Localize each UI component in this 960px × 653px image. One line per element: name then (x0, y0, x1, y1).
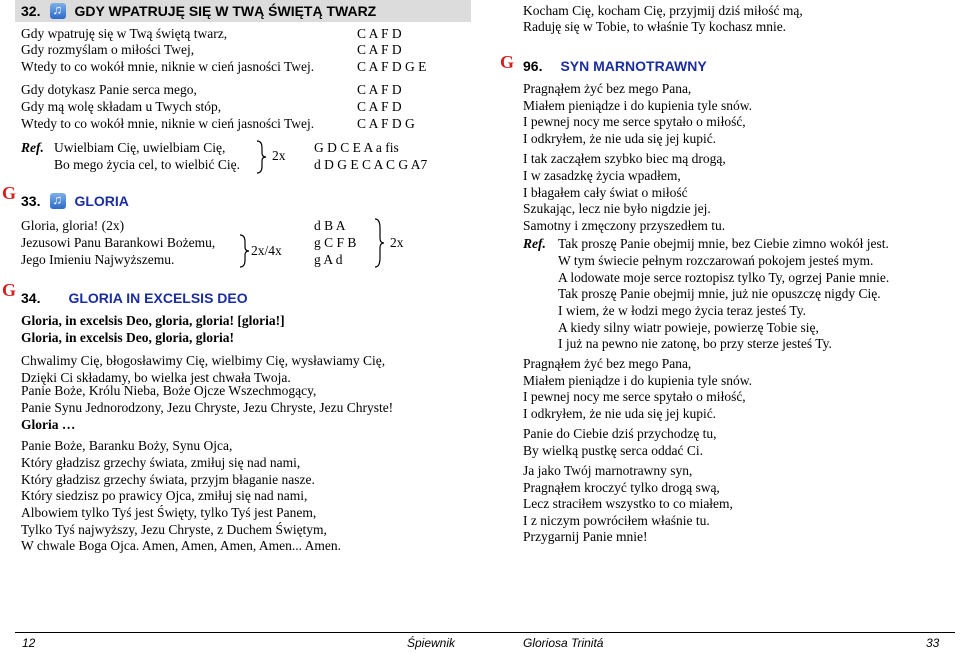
lyric-line: W tym świecie pełnym rozczarowań pokojem jesteś mym. (558, 253, 874, 268)
lyric-line: Ja jako Twój marnotrawny syn, (523, 463, 693, 478)
gloria-g-icon: G (500, 52, 515, 72)
refrain-label: Ref. (523, 236, 546, 251)
chord-line: C A F D (357, 82, 402, 97)
lyric-line: I błagałem cały świat o miłość (523, 185, 688, 200)
lyric-line: I tak zacząłem szybko biec mą drogą, (523, 151, 726, 166)
song-title: GLORIA IN EXCELSIS DEO (68, 290, 248, 306)
song-number: 34. (21, 290, 41, 306)
chord-line: C A F D G E (357, 59, 427, 74)
song-96-header (523, 55, 707, 77)
lyric-line: Gdy mą wolę składam u Twych stóp, (21, 99, 222, 114)
lyric-line: Wtedy to co wokół mnie, niknie w cień jasności Twej. (21, 116, 315, 131)
chord-line: C A F D (357, 26, 402, 41)
lyric-line: Tak proszę Panie obejmij mnie, bez Ciebie zimno wokół jest. (558, 236, 889, 251)
lyric-line: Panie do Ciebie dziś przychodzę tu, (523, 426, 717, 441)
lyric-line: Bo mego życia cel, to wielbić Cię. (54, 157, 240, 172)
book-author: Gloriosa Trinitá (523, 636, 604, 650)
song-33-header (21, 190, 129, 212)
book-title: Śpiewnik (407, 636, 456, 650)
song-number: 32. (21, 3, 41, 19)
refrain-line: Gloria, in excelsis Deo, gloria, gloria! [gloria!] (21, 313, 285, 328)
repeat-count: 2x/4x (251, 243, 282, 258)
lyric-line: Lecz straciłem wszystko to co miałem, (523, 496, 733, 511)
song-title: SYN MARNOTRAWNY (560, 58, 707, 74)
lyric-line: Gdy dotykasz Panie serca mego, (21, 82, 197, 97)
lyric-line: By wielką pustkę serca oddać Ci. (523, 443, 703, 458)
repeat-brace (256, 140, 268, 174)
lyric-line: I z niczym powróciłem właśnie tu. (523, 513, 710, 528)
chord-line: d D G E C A C G A7 (314, 157, 428, 172)
page-number-left: 12 (22, 636, 36, 650)
lyric-line: Samotny i zmęczony przyszedłem tu. (523, 218, 726, 233)
chord-line: C A F D (357, 42, 402, 57)
footer-rule (15, 632, 955, 633)
lyric-line: Uwielbiam Cię, uwielbiam Cię, (54, 140, 226, 155)
lyric-line: Albowiem tylko Tyś jest Święty, tylko Tyś jest Panem, (21, 505, 317, 520)
lyric-line: Gdy wpatruję się w Twą świętą twarz, (21, 26, 228, 41)
refrain-line: Gloria, in excelsis Deo, gloria, gloria! (21, 330, 234, 345)
lyric-line: I wiem, że w łodzi mego życia teraz jesteś Ty. (558, 303, 806, 318)
song-title: GLORIA (74, 193, 129, 209)
song-number: 96. (523, 58, 543, 74)
song-32-header (15, 0, 471, 22)
lyric-line: Chwalimy Cię, błogosławimy Cię, wielbimy Cię, wysławiamy Cię, (21, 353, 386, 368)
lyric-line: Wtedy to co wokół mnie, niknie w cień jasności Twej. (21, 59, 315, 74)
lyric-line: I odkryłem, że nie uda się jej kupić. (523, 406, 717, 421)
lyric-line: I pewnej nocy me serce spytało o miłość, (523, 114, 746, 129)
lyric-line: Raduję się w Tobie, to właśnie Ty kochasz mnie. (523, 19, 787, 34)
chord-line: C A F D G (357, 116, 415, 131)
chord-line: g A d (314, 252, 343, 267)
refrain-reference: Gloria … (21, 417, 76, 432)
chord-line: C A F D (357, 99, 402, 114)
gloria-g-icon: G (2, 280, 17, 300)
lyric-line: Tylko Tyś najwyższy, Jezu Chryste, z Duchem Świętym, (21, 522, 327, 537)
lyric-line: Miałem pieniądze i do kupienia tyle snów. (523, 98, 752, 113)
lyric-line: Jezusowi Panu Barankowi Bożemu, (21, 235, 216, 250)
lyric-line: Pragnąłem żyć bez mego Pana, (523, 356, 692, 371)
lyric-line: Panie Synu Jednorodzony, Jezu Chryste, Jezu Chryste, Jezu Chryste! (21, 400, 394, 415)
lyric-line: Panie Boże, Królu Nieba, Boże Ojcze Wszechmogący, (21, 383, 317, 398)
lyric-line: I odkryłem, że nie uda się jej kupić. (523, 131, 717, 146)
music-note-icon (50, 3, 66, 19)
lyric-line: Dzięki Ci składamy, bo wielka jest chwała Twoja. (21, 370, 291, 385)
song-title: GDY WPATRUJĘ SIĘ W TWĄ ŚWIĘTĄ TWARZ (74, 3, 377, 19)
page-number-right: 33 (926, 636, 940, 650)
refrain-label: Ref. (21, 140, 44, 155)
lyric-line: I pewnej nocy me serce spytało o miłość, (523, 389, 746, 404)
lyric-line: Szukając, lecz nie było nigdzie jej. (523, 201, 711, 216)
song-34-header (21, 287, 248, 309)
lyric-line: Tak proszę Panie obejmij mnie, już nie opuszczę nigdy Cię. (558, 286, 881, 301)
repeat-count: 2x (390, 235, 404, 250)
lyric-line: Który gładzisz grzechy świata, przyjm błaganie nasze. (21, 472, 315, 487)
music-note-icon (50, 193, 66, 209)
chord-line: G D C E A a fis (314, 140, 399, 155)
lyric-line: Gdy rozmyślam o miłości Twej, (21, 42, 195, 57)
lyric-line: Gloria, gloria! (2x) (21, 218, 125, 233)
gloria-g-icon: G (2, 183, 17, 203)
lyric-line: I w zasadzkę życia wpadłem, (523, 168, 681, 183)
repeat-brace (374, 218, 386, 268)
repeat-count: 2x (272, 148, 286, 163)
lyric-line: W chwale Boga Ojca. Amen, Amen, Amen, Amen... Amen. (21, 538, 341, 553)
lyric-line: Który siedzisz po prawicy Ojca, zmiłuj się nad nami, (21, 488, 308, 503)
chord-line: g C F B (314, 235, 357, 250)
lyric-line: Kocham Cię, kocham Cię, przyjmij dziś miłość mą, (523, 3, 803, 18)
chord-line: d B A (314, 218, 346, 233)
song-number: 33. (21, 193, 41, 209)
lyric-line: A lodowate moje serce roztopisz tylko Ty, ogrzej Panie mnie. (558, 270, 890, 285)
lyric-line: Jego Imieniu Najwyższemu. (21, 252, 175, 267)
lyric-line: Przygarnij Panie mnie! (523, 529, 648, 544)
lyric-line: I już na pewno nie zatonę, bo przy sterze jesteś Ty. (558, 336, 832, 351)
lyric-line: Miałem pieniądze i do kupienia tyle snów. (523, 373, 752, 388)
lyric-line: Pragnąłem żyć bez mego Pana, (523, 81, 692, 96)
lyric-line: Pragnąłem kroczyć tylko drogą swą, (523, 480, 720, 495)
repeat-brace (239, 234, 251, 268)
lyric-line: A kiedy silny wiatr powieje, powierzę Tobie się, (558, 320, 819, 335)
lyric-line: Który gładzisz grzechy świata, zmiłuj się nad nami, (21, 455, 301, 470)
lyric-line: Panie Boże, Baranku Boży, Synu Ojca, (21, 438, 233, 453)
